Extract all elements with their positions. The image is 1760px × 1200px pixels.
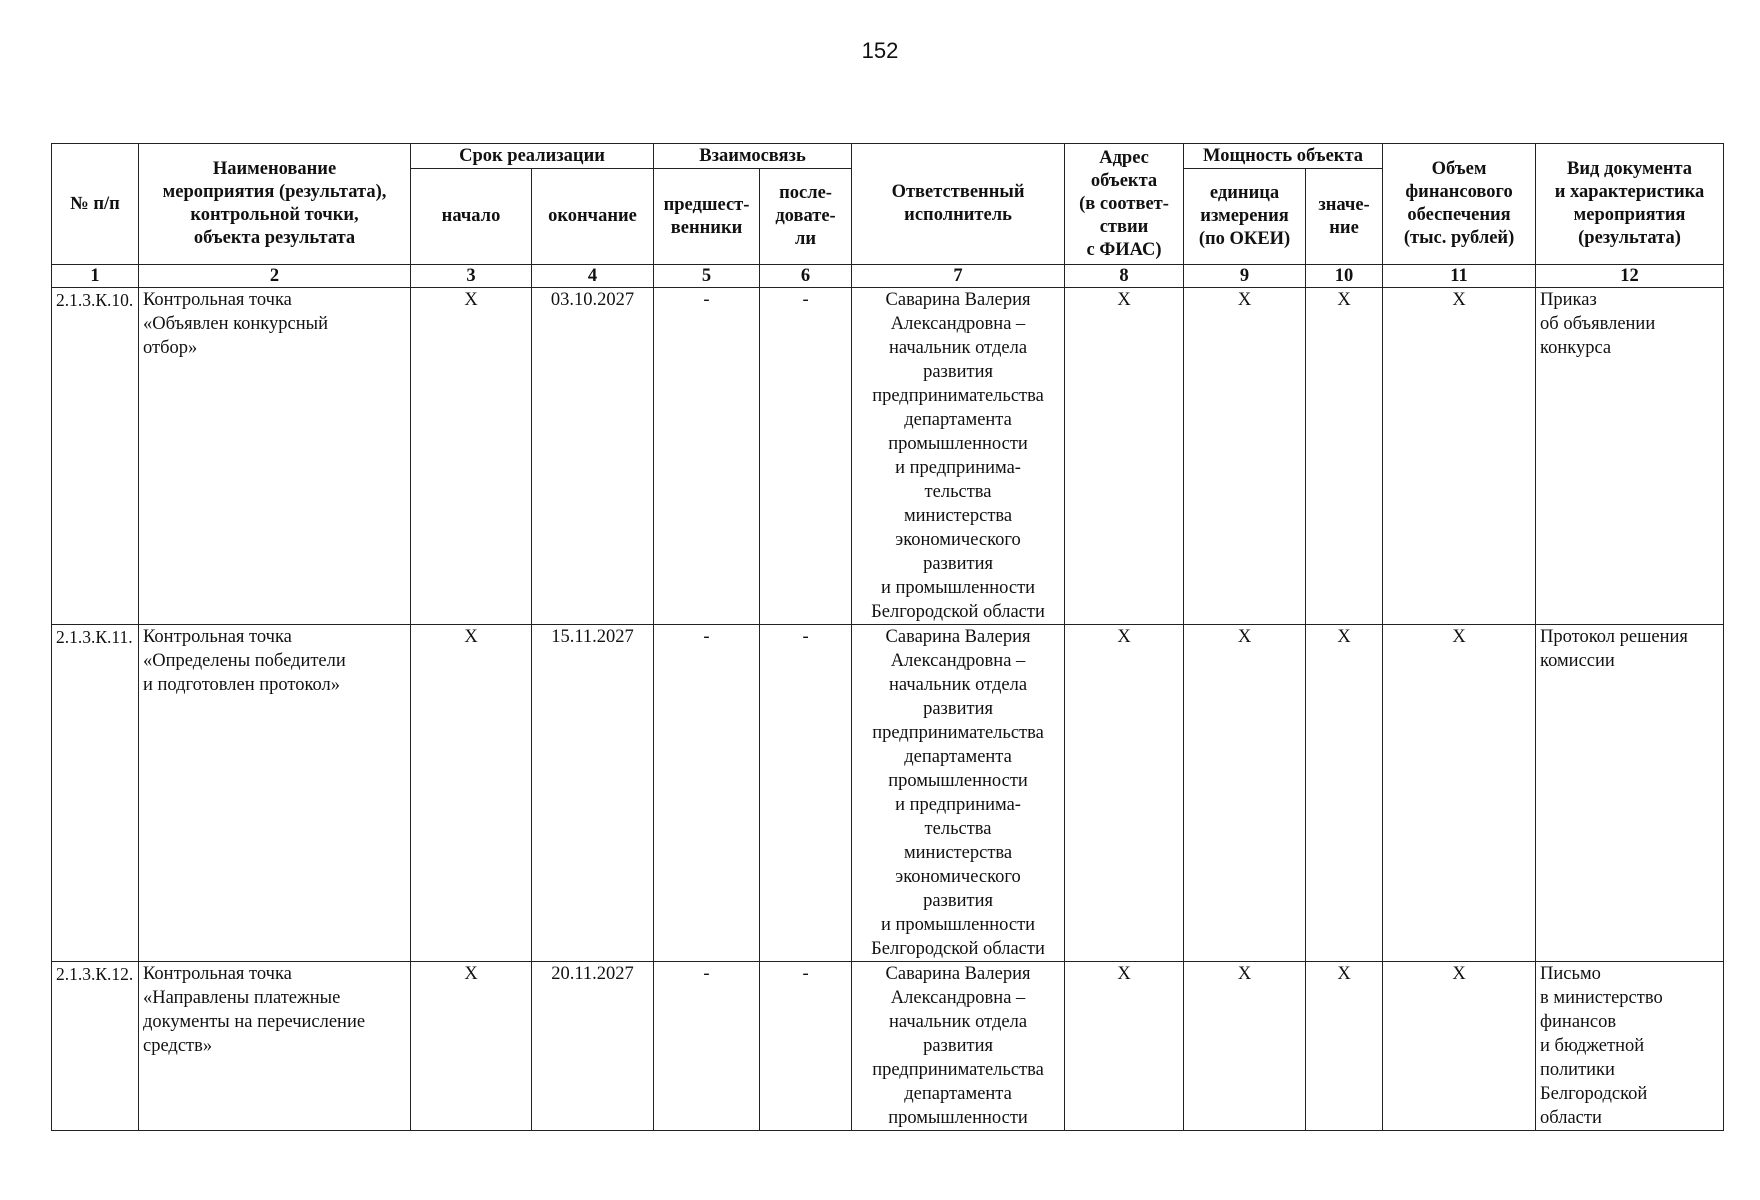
header-num: № п/п: [52, 144, 139, 265]
row-successors: -: [760, 288, 852, 625]
col-number: 3: [411, 265, 532, 288]
row-start: Х: [411, 962, 532, 1131]
row-end: 15.11.2027: [532, 625, 654, 962]
row-address: Х: [1065, 625, 1184, 962]
header-finance: Объем финансового обеспечения (тыс. рублей): [1383, 144, 1536, 265]
col-number: 6: [760, 265, 852, 288]
table-row: [52, 625, 1724, 962]
row-successors: -: [760, 962, 852, 1131]
header-predecessors: предшест- венники: [654, 169, 760, 265]
col-number: 8: [1065, 265, 1184, 288]
col-number: 10: [1306, 265, 1383, 288]
col-number: 2: [139, 265, 411, 288]
header-start: начало: [411, 169, 532, 265]
page-number: 152: [861, 38, 899, 63]
column-numbers-row: [52, 265, 1724, 288]
row-responsible: Саварина Валерия Александровна – начальник отдела развития предпринимательства департамента промышленности и предпринима- тельства министерства экономического развития и промышленности Белгородской области: [852, 288, 1065, 625]
header-responsible: Ответственный исполнитель: [852, 144, 1065, 265]
row-predecessors: -: [654, 625, 760, 962]
header-period: Срок реализации: [411, 144, 654, 169]
col-number: 1: [52, 265, 139, 288]
row-doc: Протокол решения комиссии: [1536, 625, 1724, 962]
row-doc: Письмо в министерство финансов и бюджетной политики Белгородской области: [1536, 962, 1724, 1131]
col-number: 11: [1383, 265, 1536, 288]
table-row: [52, 288, 1724, 625]
row-value: Х: [1306, 625, 1383, 962]
row-unit: Х: [1184, 962, 1306, 1131]
header-unit: единица измерения (по ОКЕИ): [1184, 169, 1306, 265]
header-value: значе- ние: [1306, 169, 1383, 265]
row-start: Х: [411, 288, 532, 625]
header-link: Взаимосвязь: [654, 144, 852, 169]
col-number: 12: [1536, 265, 1724, 288]
row-successors: -: [760, 625, 852, 962]
col-number: 4: [532, 265, 654, 288]
row-start: Х: [411, 625, 532, 962]
table-row: [52, 962, 1724, 1131]
header-name: Наименование мероприятия (результата), контрольной точки, объекта результата: [139, 144, 411, 265]
row-end: 20.11.2027: [532, 962, 654, 1131]
row-name: Контрольная точка «Направлены платежные документы на перечисление средств»: [139, 962, 411, 1131]
row-finance: Х: [1383, 625, 1536, 962]
col-number: 9: [1184, 265, 1306, 288]
row-name: Контрольная точка «Объявлен конкурсный отбор»: [139, 288, 411, 625]
row-unit: Х: [1184, 288, 1306, 625]
row-address: Х: [1065, 288, 1184, 625]
row-finance: Х: [1383, 288, 1536, 625]
header-power: Мощность объекта: [1184, 144, 1383, 169]
row-finance: Х: [1383, 962, 1536, 1131]
header-end: окончание: [532, 169, 654, 265]
row-predecessors: -: [654, 288, 760, 625]
row-value: Х: [1306, 962, 1383, 1131]
row-unit: Х: [1184, 625, 1306, 962]
row-predecessors: -: [654, 962, 760, 1131]
row-id: 2.1.3.К.10.: [52, 288, 139, 625]
row-doc: Приказ об объявлении конкурса: [1536, 288, 1724, 625]
row-value: Х: [1306, 288, 1383, 625]
row-name: Контрольная точка «Определены победители и подготовлен протокол»: [139, 625, 411, 962]
col-number: 5: [654, 265, 760, 288]
row-id: 2.1.3.К.11.: [52, 625, 139, 962]
header-doc: Вид документа и характеристика мероприятия (результата): [1536, 144, 1724, 265]
header-address: Адрес объекта (в соответ- ствии с ФИАС): [1065, 144, 1184, 265]
row-end: 03.10.2027: [532, 288, 654, 625]
events-table: [51, 143, 1724, 1131]
row-responsible: Саварина Валерия Александровна – начальник отдела развития предпринимательства департамента промышленности: [852, 962, 1065, 1131]
header-successors: после- довате- ли: [760, 169, 852, 265]
row-id: 2.1.3.К.12.: [52, 962, 139, 1131]
col-number: 7: [852, 265, 1065, 288]
row-responsible: Саварина Валерия Александровна – начальник отдела развития предпринимательства департамента промышленности и предпринима- тельства министерства экономического развития и промышленности Белгородской области: [852, 625, 1065, 962]
row-address: Х: [1065, 962, 1184, 1131]
